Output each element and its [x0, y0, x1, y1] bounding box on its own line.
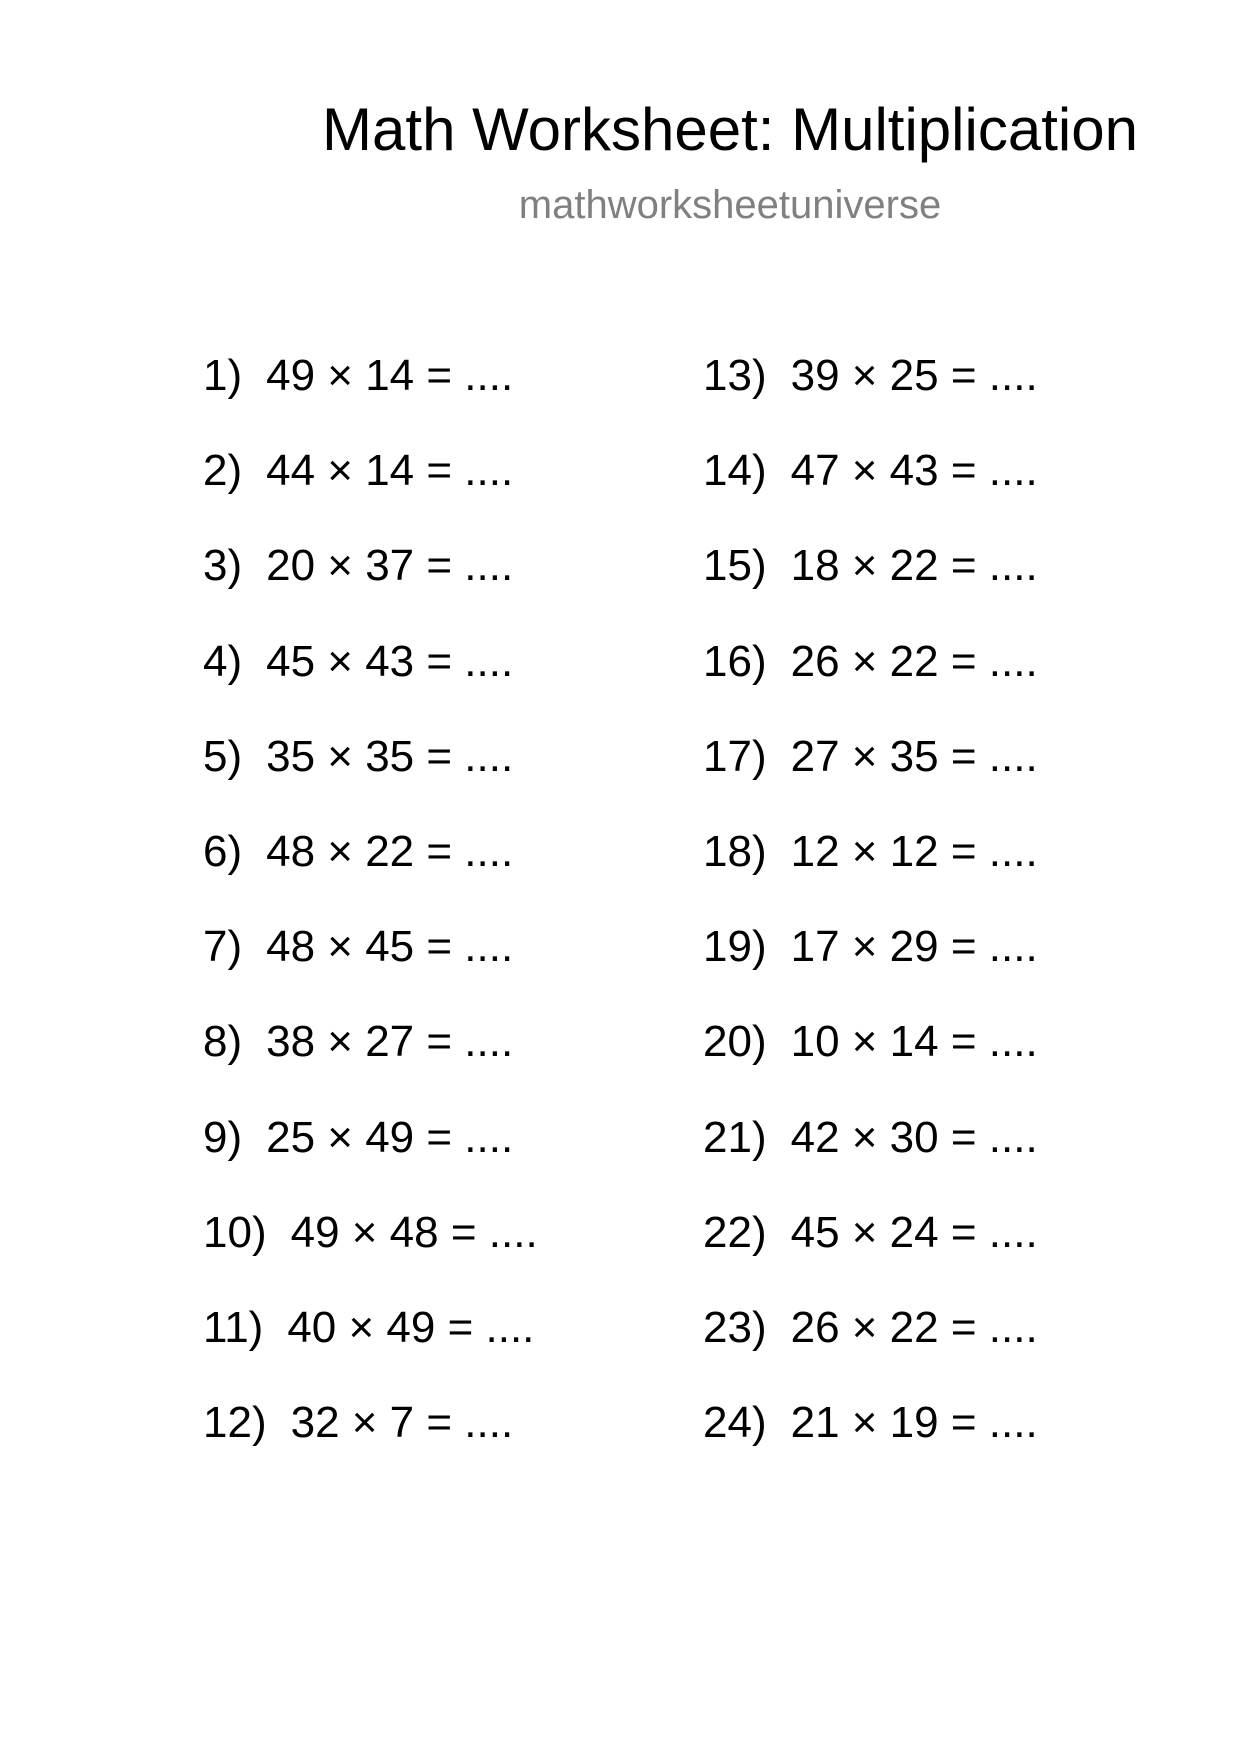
problem-expression: 45 × 24 = .... — [790, 1207, 1038, 1257]
problem-expression: 39 × 25 = .... — [790, 351, 1038, 400]
problem-column-right — [703, 346, 1038, 1488]
problem-expression: 20 × 37 = .... — [266, 541, 514, 591]
problem-expression: 40 × 49 = .... — [287, 1302, 535, 1352]
problem-expression: 48 × 45 = .... — [266, 922, 514, 972]
problem-expression: 49 × 14 = .... — [266, 351, 514, 400]
problem-expression: 27 × 35 = .... — [790, 731, 1038, 781]
problem-number: 9) — [203, 1112, 243, 1162]
problem-column-left — [203, 346, 538, 1488]
problem-item — [703, 727, 1038, 822]
problem-number: 20) — [703, 1017, 767, 1067]
problem-expression: 17 × 29 = .... — [790, 922, 1038, 972]
problem-number: 19) — [703, 922, 767, 972]
problem-number: 5) — [203, 731, 243, 781]
problem-item — [203, 441, 538, 536]
problem-item — [703, 441, 1038, 536]
problem-number: 4) — [203, 636, 243, 686]
problem-expression: 35 × 35 = .... — [266, 731, 514, 781]
problem-item — [203, 632, 538, 727]
problem-item — [203, 346, 538, 441]
problem-expression: 12 × 12 = .... — [790, 826, 1038, 876]
problem-number: 16) — [703, 636, 767, 686]
problem-expression: 26 × 22 = .... — [790, 636, 1038, 686]
problem-expression: 48 × 22 = .... — [266, 826, 514, 876]
problem-expression: 38 × 27 = .... — [266, 1017, 514, 1067]
worksheet-subtitle: mathworksheetuniverse — [518, 183, 942, 227]
problem-item — [203, 1298, 538, 1393]
problem-number: 12) — [203, 1398, 267, 1448]
problem-number: 15) — [703, 541, 767, 591]
problem-item — [203, 1108, 538, 1203]
problem-number: 7) — [203, 922, 243, 972]
problem-number: 8) — [203, 1017, 243, 1067]
problem-number: 10) — [203, 1207, 267, 1257]
problem-item — [703, 822, 1038, 917]
problem-expression: 47 × 43 = .... — [790, 446, 1038, 496]
problem-item — [203, 822, 538, 917]
problem-number: 1) — [203, 351, 243, 400]
problem-number: 13) — [703, 351, 767, 400]
problem-expression: 49 × 48 = .... — [290, 1207, 538, 1257]
problem-number: 23) — [703, 1302, 767, 1352]
problem-number: 11) — [203, 1302, 264, 1352]
problem-number: 14) — [703, 446, 767, 496]
problem-number: 24) — [703, 1398, 767, 1448]
problem-number: 3) — [203, 541, 243, 591]
problem-item — [703, 1203, 1038, 1298]
worksheet-title: Math Worksheet: Multiplication — [322, 96, 1138, 163]
problem-item — [203, 727, 538, 822]
problem-item — [203, 1012, 538, 1107]
problem-item — [703, 917, 1038, 1012]
problem-expression: 32 × 7 = .... — [290, 1398, 514, 1448]
problem-expression: 25 × 49 = .... — [266, 1112, 514, 1162]
problem-item — [703, 632, 1038, 727]
problem-expression: 42 × 30 = .... — [790, 1112, 1038, 1162]
problem-item — [203, 536, 538, 631]
problem-item — [703, 1393, 1038, 1488]
problem-item — [203, 1203, 538, 1298]
problem-item — [703, 1298, 1038, 1393]
problem-expression: 44 × 14 = .... — [266, 446, 514, 496]
problem-item — [203, 1393, 538, 1488]
problem-number: 21) — [703, 1112, 767, 1162]
problem-number: 6) — [203, 826, 243, 876]
problem-expression: 21 × 19 = .... — [790, 1398, 1038, 1448]
problem-item — [703, 536, 1038, 631]
problem-item — [703, 1012, 1038, 1107]
problem-expression: 18 × 22 = .... — [790, 541, 1038, 591]
problem-number: 2) — [203, 446, 243, 496]
problem-item — [203, 917, 538, 1012]
problem-item — [703, 346, 1038, 441]
problem-number: 17) — [703, 731, 767, 781]
problem-expression: 26 × 22 = .... — [790, 1302, 1038, 1352]
problem-number: 18) — [703, 826, 767, 876]
problem-expression: 45 × 43 = .... — [266, 636, 514, 686]
problem-item — [703, 1108, 1038, 1203]
problem-number: 22) — [703, 1207, 767, 1257]
problem-expression: 10 × 14 = .... — [790, 1017, 1038, 1067]
